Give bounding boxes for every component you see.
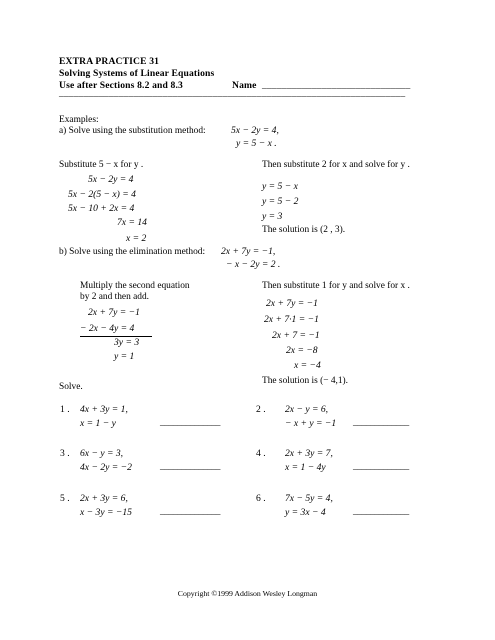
problem-4-eq1: 2x + 3y = 7, (285, 448, 333, 459)
example-b-eq1: 2x + 7y = −1, (221, 246, 276, 257)
multiply-text-line1: Multiply the second equation (80, 281, 190, 291)
problem-3-eq2: 4x − 2y = −2 (80, 462, 132, 473)
problem-1-answer-blank[interactable]: ______________ (160, 418, 221, 428)
problem-2-eq2: − x + y = −1 (285, 418, 337, 429)
problem-4-answer-blank[interactable]: _____________ (353, 462, 409, 472)
step-a2: 5x − 2(5 − x) = 4 (68, 189, 136, 200)
solution-b: The solution is (− 4,1). (262, 376, 349, 386)
example-a-eq2: y = 5 − x . (236, 138, 277, 149)
step-b6: 2x + 7·1 = −1 (264, 314, 319, 325)
copyright-footer: Copyright ©1999 Addison Wesley Longman (177, 589, 318, 598)
step-b7: 2x + 7 = −1 (272, 330, 320, 341)
worksheet-subtitle: Solving Systems of Linear Equations (59, 68, 215, 79)
step-b4: y = 1 (114, 351, 135, 362)
worksheet-title: EXTRA PRACTICE 31 (59, 56, 160, 67)
step-b8: 2x = −8 (286, 345, 318, 356)
problem-5-eq2: x − 3y = −15 (80, 507, 132, 518)
step-b3: 3y = 3 (114, 337, 140, 348)
problem-4-number: 4 . (256, 448, 266, 459)
name-line: ______________________________ (262, 80, 411, 91)
problem-6-eq1: 7x − 5y = 4, (285, 493, 333, 504)
examples-heading: Examples: (59, 115, 99, 125)
step-a4: 7x = 14 (117, 217, 147, 228)
b-right-text: Then substitute 1 for y and solve for x . (262, 281, 410, 291)
problem-5-number: 5 . (60, 493, 70, 504)
solve-label: Solve. (59, 382, 83, 392)
problem-2-number: 2 . (256, 404, 266, 415)
problem-5-eq1: 2x + 3y = 6, (80, 493, 128, 504)
problem-1-number: 1 . (60, 404, 70, 415)
step-a1: 5x − 2y = 4 (88, 174, 134, 185)
solution-a: The solution is (2 , 3). (262, 225, 346, 235)
example-b-eq2: − x − 2y = 2 . (226, 259, 281, 270)
problem-6-answer-blank[interactable]: _____________ (353, 507, 409, 517)
step-b5: 2x + 7y = −1 (266, 298, 318, 309)
problem-2-eq1: 2x − y = 6, (285, 404, 329, 415)
multiply-text-line2: by 2 and then add. (80, 292, 149, 302)
step-a8: y = 3 (262, 211, 283, 222)
step-a3: 5x − 10 + 2x = 4 (68, 203, 135, 214)
example-a-prompt: a) Solve using the substitution method: (59, 126, 206, 136)
step-a6: y = 5 − x (262, 181, 298, 192)
step-b2: − 2x − 4y = 4 (80, 323, 135, 334)
problem-6-number: 6 . (256, 493, 266, 504)
step-b1: 2x + 7y = −1 (88, 307, 140, 318)
problem-1-eq2: x = 1 − y (80, 418, 116, 429)
step-a7: y = 5 − 2 (262, 196, 299, 207)
problem-3-number: 3 . (60, 448, 70, 459)
step-b9: x = −4 (294, 360, 321, 371)
problem-4-eq2: x = 1 − 4y (285, 462, 326, 473)
substitute-right-text: Then substitute 2 for x and solve for y . (262, 160, 410, 170)
step-a5: x = 2 (126, 233, 147, 244)
example-b-prompt: b) Solve using the elimination method: (59, 247, 206, 257)
example-a-eq1: 5x − 2y = 4, (231, 125, 279, 136)
problem-5-answer-blank[interactable]: ______________ (160, 507, 221, 517)
problem-6-eq2: y = 3x − 4 (285, 507, 326, 518)
header-divider: ______________________________________________________________________ (59, 88, 406, 99)
substitute-left-text: Substitute 5 − x for y . (59, 160, 144, 170)
problem-3-answer-blank[interactable]: ______________ (160, 462, 221, 472)
problem-3-eq1: 6x − y = 3, (80, 448, 124, 459)
name-label: Name (232, 80, 257, 91)
sections-note: Use after Sections 8.2 and 8.3 (59, 80, 183, 91)
problem-2-answer-blank[interactable]: _____________ (353, 418, 409, 428)
problem-1-eq1: 4x + 3y = 1, (80, 404, 128, 415)
